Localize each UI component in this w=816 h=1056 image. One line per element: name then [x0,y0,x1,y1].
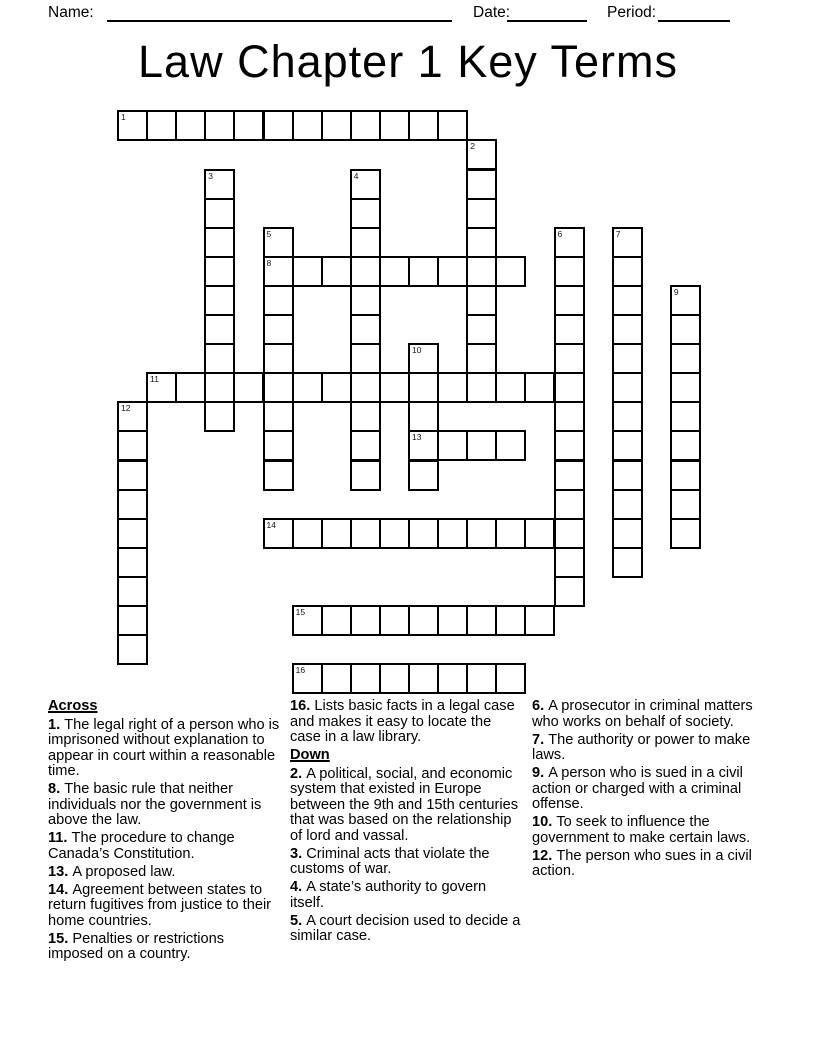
cell-number: 4 [353,170,359,181]
grid-cell[interactable] [466,430,497,461]
grid-cell[interactable] [204,401,235,432]
clue-section-heading: Across [48,698,98,714]
clue-number: 5. [290,912,307,929]
clue-number: 6. [532,698,549,714]
grid-cell[interactable] [350,343,381,374]
grid-cell[interactable] [350,518,381,549]
grid-cell[interactable] [670,314,701,345]
clue-column [48,699,281,965]
grid-cell[interactable] [466,663,497,694]
grid-cell[interactable] [117,547,148,578]
grid-cell[interactable] [466,256,497,287]
grid-cell[interactable] [612,518,643,549]
grid-cell[interactable] [554,518,585,549]
grid-cell[interactable] [612,430,643,461]
grid-cell[interactable] [670,489,701,520]
clue-number: 12. [532,847,557,864]
grid-cell[interactable] [495,372,526,403]
grid-cell[interactable] [612,489,643,520]
clue-number: 14. [48,881,73,898]
grid-cell[interactable] [117,430,148,461]
grid-cell[interactable] [408,110,439,141]
grid-cell[interactable] [554,401,585,432]
grid-cell[interactable] [612,401,643,432]
grid-cell[interactable] [117,518,148,549]
clue-item: 7. The authority or power to make laws. [532,731,751,763]
grid-cell[interactable] [612,256,643,287]
clue-number: 15. [48,930,73,947]
grid-cell[interactable] [408,343,439,374]
grid-cell[interactable] [117,605,148,636]
grid-cell[interactable] [466,139,497,170]
clue-item: 6. A prosecutor in criminal matters who works on behalf of society. [532,698,753,730]
clue-number: 7. [532,731,549,748]
grid-cell[interactable] [495,256,526,287]
grid-cell[interactable] [524,605,555,636]
grid-cell[interactable] [350,663,381,694]
grid-cell[interactable] [146,110,177,141]
grid-cell[interactable] [670,518,701,549]
grid-cell[interactable] [204,372,235,403]
grid-cell[interactable] [350,401,381,432]
grid-cell[interactable] [321,110,352,141]
grid-cell[interactable] [466,227,497,258]
cell-number: 14 [266,519,276,530]
clue-number: 3. [290,845,307,862]
grid-cell[interactable] [117,634,148,665]
grid-cell[interactable] [670,401,701,432]
grid-cell[interactable] [408,605,439,636]
grid-cell[interactable] [495,663,526,694]
grid-cell[interactable] [204,227,235,258]
grid-cell[interactable] [437,372,468,403]
grid-cell[interactable] [437,663,468,694]
grid-cell[interactable] [350,169,381,200]
cell-number: 13 [412,432,422,443]
grid-cell[interactable] [612,460,643,491]
grid-cell[interactable] [175,110,206,141]
grid-cell[interactable] [233,110,264,141]
clue-column [532,699,765,965]
clue-item: 3. Criminal acts that violate the customs of war. [290,845,490,877]
grid-cell[interactable] [350,372,381,403]
cell-number: 1 [121,112,126,123]
clue-item: 10. To seek to influence the government to make certain laws. [532,814,751,846]
grid-cell[interactable] [146,372,177,403]
grid-cell[interactable] [408,518,439,549]
clue-number: 2. [290,765,307,782]
grid-cell[interactable] [204,256,235,287]
grid-cell[interactable] [204,343,235,374]
grid-cell[interactable] [437,430,468,461]
cell-number: 8 [266,257,272,268]
grid-cell[interactable] [524,372,555,403]
grid-cell[interactable] [292,605,323,636]
grid-cell[interactable] [379,256,410,287]
clue-number: 9. [532,765,549,781]
grid-cell[interactable] [117,576,148,607]
grid-cell[interactable] [204,169,235,200]
grid-cell[interactable] [554,227,585,258]
grid-cell[interactable] [263,110,294,141]
grid-cell[interactable] [670,372,701,403]
grid-cell[interactable] [670,343,701,374]
cell-number: 16 [295,665,306,676]
grid-cell[interactable] [554,430,585,461]
grid-cell[interactable] [554,285,585,316]
clue-section-heading: Down [290,747,330,763]
grid-cell[interactable] [524,518,555,549]
cell-number: 6 [557,228,563,239]
grid-cell[interactable] [204,198,235,229]
grid-cell[interactable] [350,314,381,345]
grid-cell[interactable] [204,110,235,141]
grid-cell[interactable] [263,401,294,432]
grid-cell[interactable] [321,256,352,287]
grid-cell[interactable] [495,518,526,549]
grid-cell[interactable] [292,372,323,403]
grid-cell[interactable] [292,663,323,694]
grid-cell[interactable] [554,576,585,607]
clue-number: 8. [48,781,65,797]
grid-cell[interactable] [204,285,235,316]
grid-cell[interactable] [263,285,294,316]
cell-number: 3 [208,170,214,181]
grid-cell[interactable] [263,227,294,258]
clue-number: 13. [48,863,73,880]
grid-cell[interactable] [117,401,148,432]
grid-cell[interactable] [554,460,585,491]
grid-cell[interactable] [350,430,381,461]
grid-cell[interactable] [670,430,701,461]
grid-cell[interactable] [204,314,235,345]
grid-cell[interactable] [117,489,148,520]
grid-cell[interactable] [263,518,294,549]
clue-item: 16. Lists basic facts in a legal case and makes it easy to locate the case in a law library. [290,698,515,745]
clue-item: 9. A person who is sued in a civil action or charged with a criminal offense. [532,765,743,812]
grid-cell[interactable] [408,256,439,287]
clue-item: 2. A political, social, and economic system that existed in Europe between the 9th and 15th centuries that was based on the relationship of lord and vassal. [290,765,518,844]
clue-item: 5. A court decision used to decide a similar case. [290,912,521,944]
grid-cell[interactable] [350,110,381,141]
grid-cell[interactable] [263,343,294,374]
grid-cell[interactable] [379,110,410,141]
grid-cell[interactable] [379,605,410,636]
grid-cell[interactable] [379,372,410,403]
grid-cell[interactable] [554,343,585,374]
worksheet-title: Law Chapter 1 Key Terms [138,36,678,87]
cell-number: 7 [615,228,621,239]
clue-item: 1. The legal right of a person who is imprisoned without explanation to appear in court within a reasonable time. [48,716,280,779]
grid-cell[interactable] [292,518,323,549]
grid-cell[interactable] [233,372,264,403]
grid-cell[interactable] [612,343,643,374]
grid-cell[interactable] [117,110,148,141]
name-label: Name: [48,4,94,21]
grid-cell[interactable] [554,256,585,287]
grid-cell[interactable] [321,605,352,636]
grid-cell[interactable] [612,227,643,258]
grid-cell[interactable] [495,605,526,636]
grid-cell[interactable] [554,489,585,520]
date-label: Date: [473,4,511,21]
cell-number: 5 [266,228,272,239]
grid-cell[interactable] [612,547,643,578]
cell-number: 9 [673,286,679,297]
grid-cell[interactable] [292,256,323,287]
cell-number: 2 [470,141,475,152]
grid-cell[interactable] [612,372,643,403]
grid-cell[interactable] [350,285,381,316]
grid-cell[interactable] [408,372,439,403]
grid-cell[interactable] [466,343,497,374]
clue-item: 8. The basic rule that neither individuals nor the government is above the law. [48,781,262,828]
grid-cell[interactable] [670,460,701,491]
clue-number: 1. [48,716,65,733]
grid-cell[interactable] [437,256,468,287]
grid-cell[interactable] [117,460,148,491]
clue-item: 15. Penalties or restrictions imposed on a country. [48,930,225,962]
grid-cell[interactable] [263,314,294,345]
grid-cell[interactable] [612,314,643,345]
grid-cell[interactable] [175,372,206,403]
period-label: Period: [607,4,657,21]
grid-cell[interactable] [292,110,323,141]
cell-number: 12 [121,403,131,414]
clue-number: 16. [290,698,315,714]
grid-cell[interactable] [408,460,439,491]
grid-cell[interactable] [466,605,497,636]
grid-cell[interactable] [466,518,497,549]
grid-cell[interactable] [350,460,381,491]
grid-cell[interactable] [350,605,381,636]
grid-cell[interactable] [466,314,497,345]
grid-cell[interactable] [408,430,439,461]
grid-cell[interactable] [263,372,294,403]
grid-cell[interactable] [263,460,294,491]
clue-item: 11. The procedure to change Canada’s Constitution. [48,830,235,862]
grid-cell[interactable] [408,401,439,432]
clue-item: 12. The person who sues in a civil action. [532,847,752,879]
cell-number: 10 [412,345,422,356]
cell-number: 11 [150,374,159,385]
clue-number: 4. [290,879,307,895]
grid-cell[interactable] [350,198,381,229]
grid-cell[interactable] [350,256,381,287]
grid-cell[interactable] [263,256,294,287]
cell-number: 15 [295,607,306,617]
grid-cell[interactable] [408,663,439,694]
clue-column [290,699,523,965]
clue-item: 14. Agreement between states to return fugitives from justice to their home countries. [48,881,272,929]
grid-cell[interactable] [263,430,294,461]
grid-cell[interactable] [466,169,497,200]
grid-cell[interactable] [554,372,585,403]
grid-cell[interactable] [321,663,352,694]
grid-cell[interactable] [670,285,701,316]
grid-cell[interactable] [350,227,381,258]
clue-number: 10. [532,814,557,830]
grid-cell[interactable] [554,547,585,578]
grid-cell[interactable] [437,518,468,549]
grid-cell[interactable] [466,372,497,403]
clue-number: 11. [48,830,72,846]
grid-cell[interactable] [321,518,352,549]
grid-cell[interactable] [466,198,497,229]
grid-cell[interactable] [554,314,585,345]
grid-cell[interactable] [495,430,526,461]
grid-cell[interactable] [379,518,410,549]
grid-cell[interactable] [321,372,352,403]
clue-item: 4. A state’s authority to govern itself. [290,879,487,911]
clue-list [48,699,774,965]
grid-cell[interactable] [437,110,468,141]
grid-cell[interactable] [437,605,468,636]
grid-cell[interactable] [379,663,410,694]
clue-item: 13. A proposed law. [48,863,176,880]
grid-cell[interactable] [466,285,497,316]
grid-cell[interactable] [612,285,643,316]
